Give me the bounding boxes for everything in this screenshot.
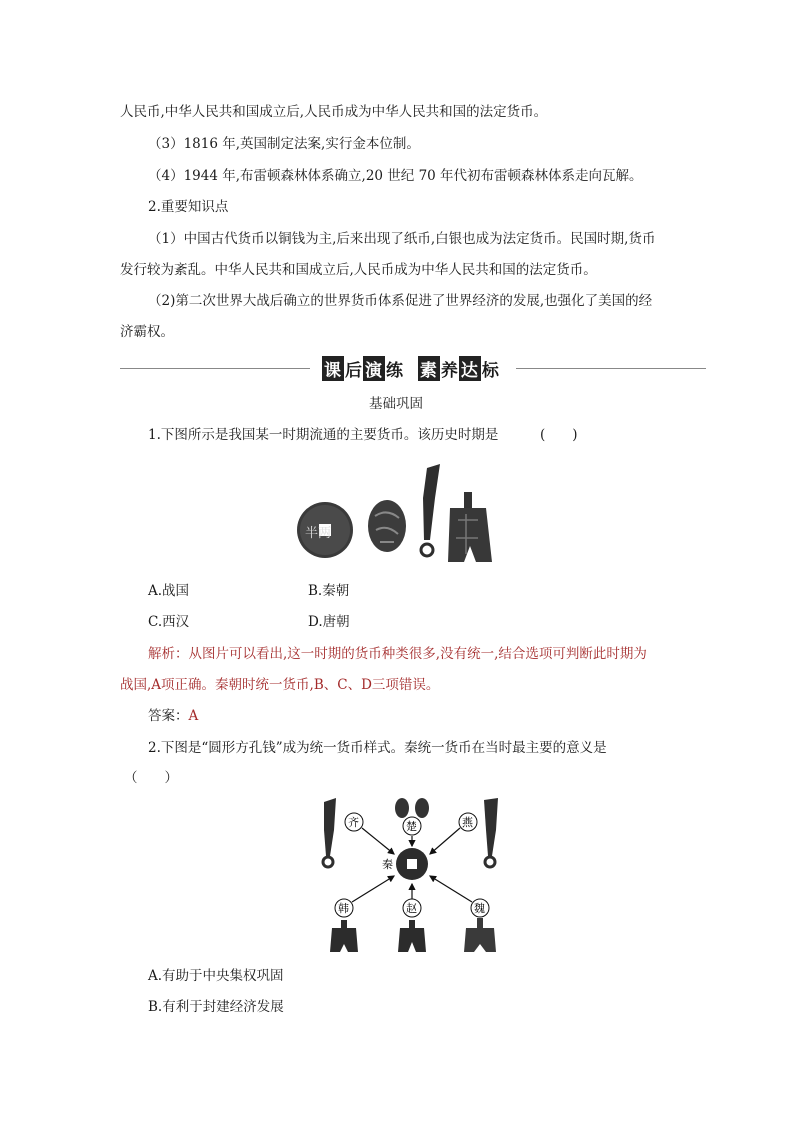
state-label-han: 韩 [338,902,349,915]
chu-ant-nose-coins-icon [395,798,429,818]
han-spade-coin-icon [330,920,358,952]
option-a: A.有助于中央集权巩固 [148,968,284,984]
zhao-spade-coin-icon [398,920,426,952]
title-char: 达 [459,356,481,381]
answer-line [148,706,198,726]
ban-liang-coin-icon [297,502,353,558]
section-title-bar [0,354,794,382]
paragraph-line: （3）1816 年,英国制定法案,实行金本位制。 [148,136,420,152]
title-char: 课 [322,356,344,381]
state-label-yan: 燕 [462,816,473,829]
analysis-line: 解析：从图片可以看出,这一时期的货币种类很多,没有统一,结合选项可判断此时期为 [148,646,647,662]
paragraph-line: 人民币,中华人民共和国成立后,人民币成为中华人民共和国的法定货币。 [120,104,548,120]
answer-label: 答案： [148,708,189,724]
answer-bracket: （ ） [124,770,178,786]
option-c: C.西汉 [148,614,190,630]
knife-coin-icon [421,464,440,556]
state-label-wei: 魏 [474,902,485,915]
paragraph-line: （1）中国古代货币以铜钱为主,后来出现了纸币,白银也成为法定货币。民国时期,货币 [148,231,656,247]
spade-coin-icon [448,492,492,562]
qi-knife-coin-icon [323,798,336,867]
state-label-zhao: 赵 [406,902,417,915]
wei-spade-coin-icon [464,918,496,952]
arrow [362,828,394,854]
ancient-coins-image [290,458,510,568]
paragraph-line: 济霸权。 [120,324,174,340]
yan-knife-coin-icon [484,798,498,867]
title-char: 素 [418,356,440,381]
paragraph-line: （4）1944 年,布雷顿森林体系确立,20 世纪 70 年代初布雷顿森林体系走向瓦解。 [148,168,643,184]
sub-heading: 2.重要知识点 [148,199,229,215]
state-label-qi: 齐 [348,816,359,829]
state-label-qin: 秦 [382,858,393,871]
coin-char: 半两 [305,526,332,541]
state-label-chu: 楚 [406,820,417,833]
option-a: A.战国 [148,583,190,599]
ant-nose-coin-icon [368,500,406,552]
paragraph-line: （2)第二次世界大战后确立的世界货币体系促进了世界经济的发展,也强化了美国的经 [148,293,653,309]
qin-round-coin-icon [396,848,428,880]
paragraph-line: 发行较为紊乱。中华人民共和国成立后,人民币成为中华人民共和国的法定货币。 [120,262,597,278]
divider-left [120,368,310,369]
title-char: 练 [386,361,404,381]
title-char: 后 [345,361,363,381]
option-b: B.秦朝 [308,583,350,599]
subsection-heading: 基础巩固 [369,396,423,412]
option-b: B.有利于封建经济发展 [148,999,284,1015]
arrow [430,876,472,902]
divider-right [516,368,706,369]
analysis-line: 战国,A项正确。秦朝时统一货币,B、C、D三项错误。 [120,677,440,693]
title-char: 标 [481,361,500,381]
title-char: 演 [363,356,385,381]
answer-value: A [188,708,199,724]
section-title [322,356,500,381]
answer-bracket: ( ) [540,427,578,443]
coin-unification-diagram [318,796,508,956]
question-stem: 2.下图是“圆形方孔钱”成为统一货币样式。秦统一货币在当时最主要的意义是 [148,740,607,756]
arrow [430,828,460,854]
question-stem: 1.下图所示是我国某一时期流通的主要货币。该历史时期是 [148,427,499,443]
option-d: D.唐朝 [308,614,350,630]
arrow [352,876,394,902]
title-char: 养 [440,361,459,381]
